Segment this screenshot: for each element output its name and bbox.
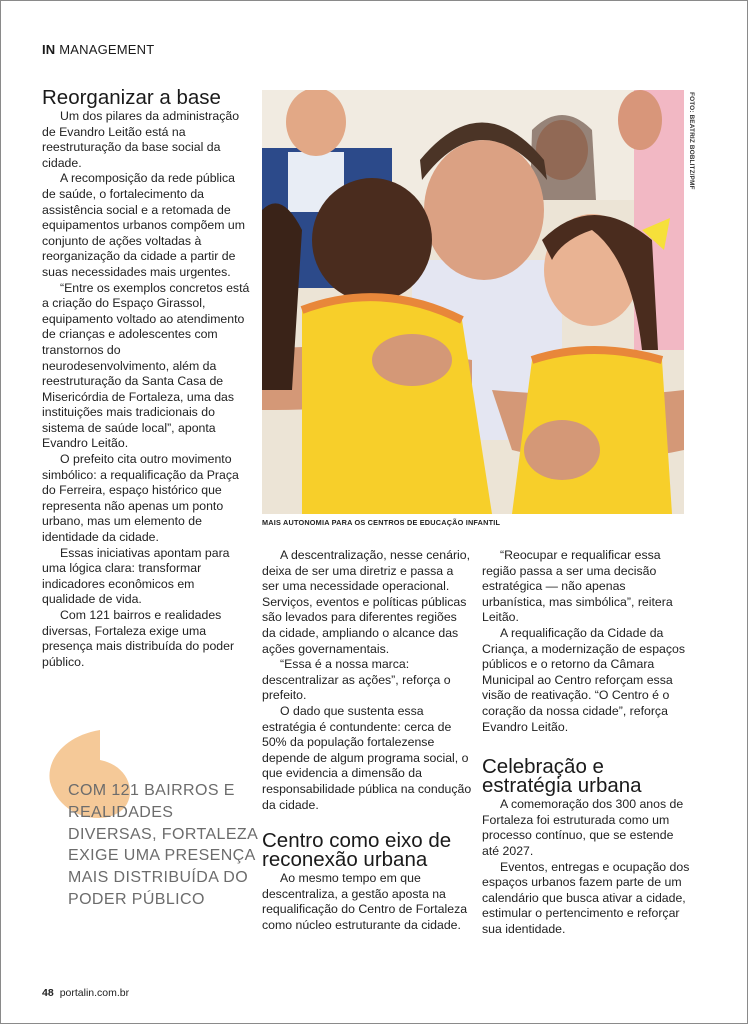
paragraph: O dado que sustenta essa estratégia é contundente: cerca de 50% da população fortalezense depende de algum programa social, o que evidencia a dimensão da responsabilidade pública na condução da cidade. (262, 703, 472, 812)
photo-caption: MAIS AUTONOMIA PARA OS CENTROS DE EDUCAÇÃO INFANTIL (262, 518, 501, 527)
paragraph: A descentralização, nesse cenário, deixa de ser uma diretriz e passa a ser uma necessidade operacional. Serviços, eventos e políticas públicas são levados para diferentes regiões da cidade, ampliando o alcance das ações governamentais. (262, 548, 471, 656)
paragraph: A recomposição da rede pública de saúde, o fortalecimento da assistência social e a retomada de equipamentos urbanos compõem um conjunto de ações voltadas à reorganização da cidade a partir de suas necessidades mais urgentes. (42, 171, 246, 279)
paragraph: Eventos, entregas e ocupação dos espaços urbanos fazem parte de um calendário que busca ativar a cidade, estimular o pertencimento e reforçar sua identidade. (482, 859, 690, 936)
site-link[interactable]: portalin.com.br (59, 987, 130, 999)
photo-credit (686, 92, 696, 192)
paragraph: Essas iniciativas apontam para uma lógica clara: transformar indicadores econômicos em qualidade de vida. (42, 545, 230, 607)
paragraph: Um dos pilares da administração de Evandro Leitão está na reestruturação da base social da cidade. (42, 109, 240, 170)
heading-celebracao: Celebração e estratégia urbana (482, 755, 642, 798)
heading-reorganizar: Reorganizar a base (42, 86, 221, 109)
paragraph: Ao mesmo tempo em que descentraliza, a gestão aposta na requalificação do Centro de Fortaleza como núcleo estruturante da cidade. (262, 871, 468, 932)
article-column-1 (42, 88, 250, 670)
paragraph: “Essa é a nossa marca: descentralizar as ações”, reforça o prefeito. (262, 657, 451, 703)
page-footer (42, 987, 129, 999)
paragraph: A comemoração dos 300 anos de Fortaleza foi estruturada como um processo contínuo, que se estende até 2027. (482, 797, 684, 858)
section-tag-bold: IN (42, 42, 56, 57)
article-column-2 (262, 548, 472, 933)
paragraph: O prefeito cita outro movimento simbólico: a requalificação da Praça do Ferreira, espaço histórico que representa não apenas um ponto urbano, mas um elemento de identidade da cidade. (42, 452, 239, 545)
article-photo (262, 90, 684, 514)
photo-illustration (262, 90, 684, 514)
paragraph: A requalificação da Cidade da Criança, a modernização de espaços públicos e o retorno da Câmara Municipal ao Centro reforçam essa visão de reativação. “O Centro é o coração da nossa cidade”, reforça Evandro Leitão. (482, 625, 686, 734)
section-tag-rest: MANAGEMENT (55, 42, 155, 57)
section-tag (42, 42, 154, 57)
paragraph: “Entre os exemplos concretos está a criação do Espaço Girassol, equipamento voltado ao atendimento de crianças e adolescentes com transtornos do neurodesenvolvimento, além da reestruturação da Santa Casa de Misericórdia de Fortaleza, uma das instituições mais tradicionais do sistema de saúde local”, aponta Evandro Leitão. (42, 280, 250, 451)
paragraph: Com 121 bairros e realidades diversas, Fortaleza exige uma presença mais distribuída do poder público. (42, 608, 235, 669)
pullquote-text: COM 121 BAIRROS E REALIDADES DIVERSAS, FORTALEZA EXIGE UMA PRESENÇA MAIS DISTRIBUÍDA DO PODER PÚBLICO (68, 782, 258, 908)
article-column-3 (482, 548, 692, 937)
page-number: 48 (42, 987, 54, 999)
pullquote (42, 730, 258, 960)
photo-credit-text: FOTO: BEATRIZ BOBLITZ/PMF (688, 92, 695, 190)
heading-centro: Centro como eixo de reconexão urbana (262, 829, 452, 872)
paragraph: “Reocupar e requalificar essa região passa a ser uma decisão estratégica — não apenas urbanística, mas simbólica”, reitera Leitão. (482, 548, 673, 625)
